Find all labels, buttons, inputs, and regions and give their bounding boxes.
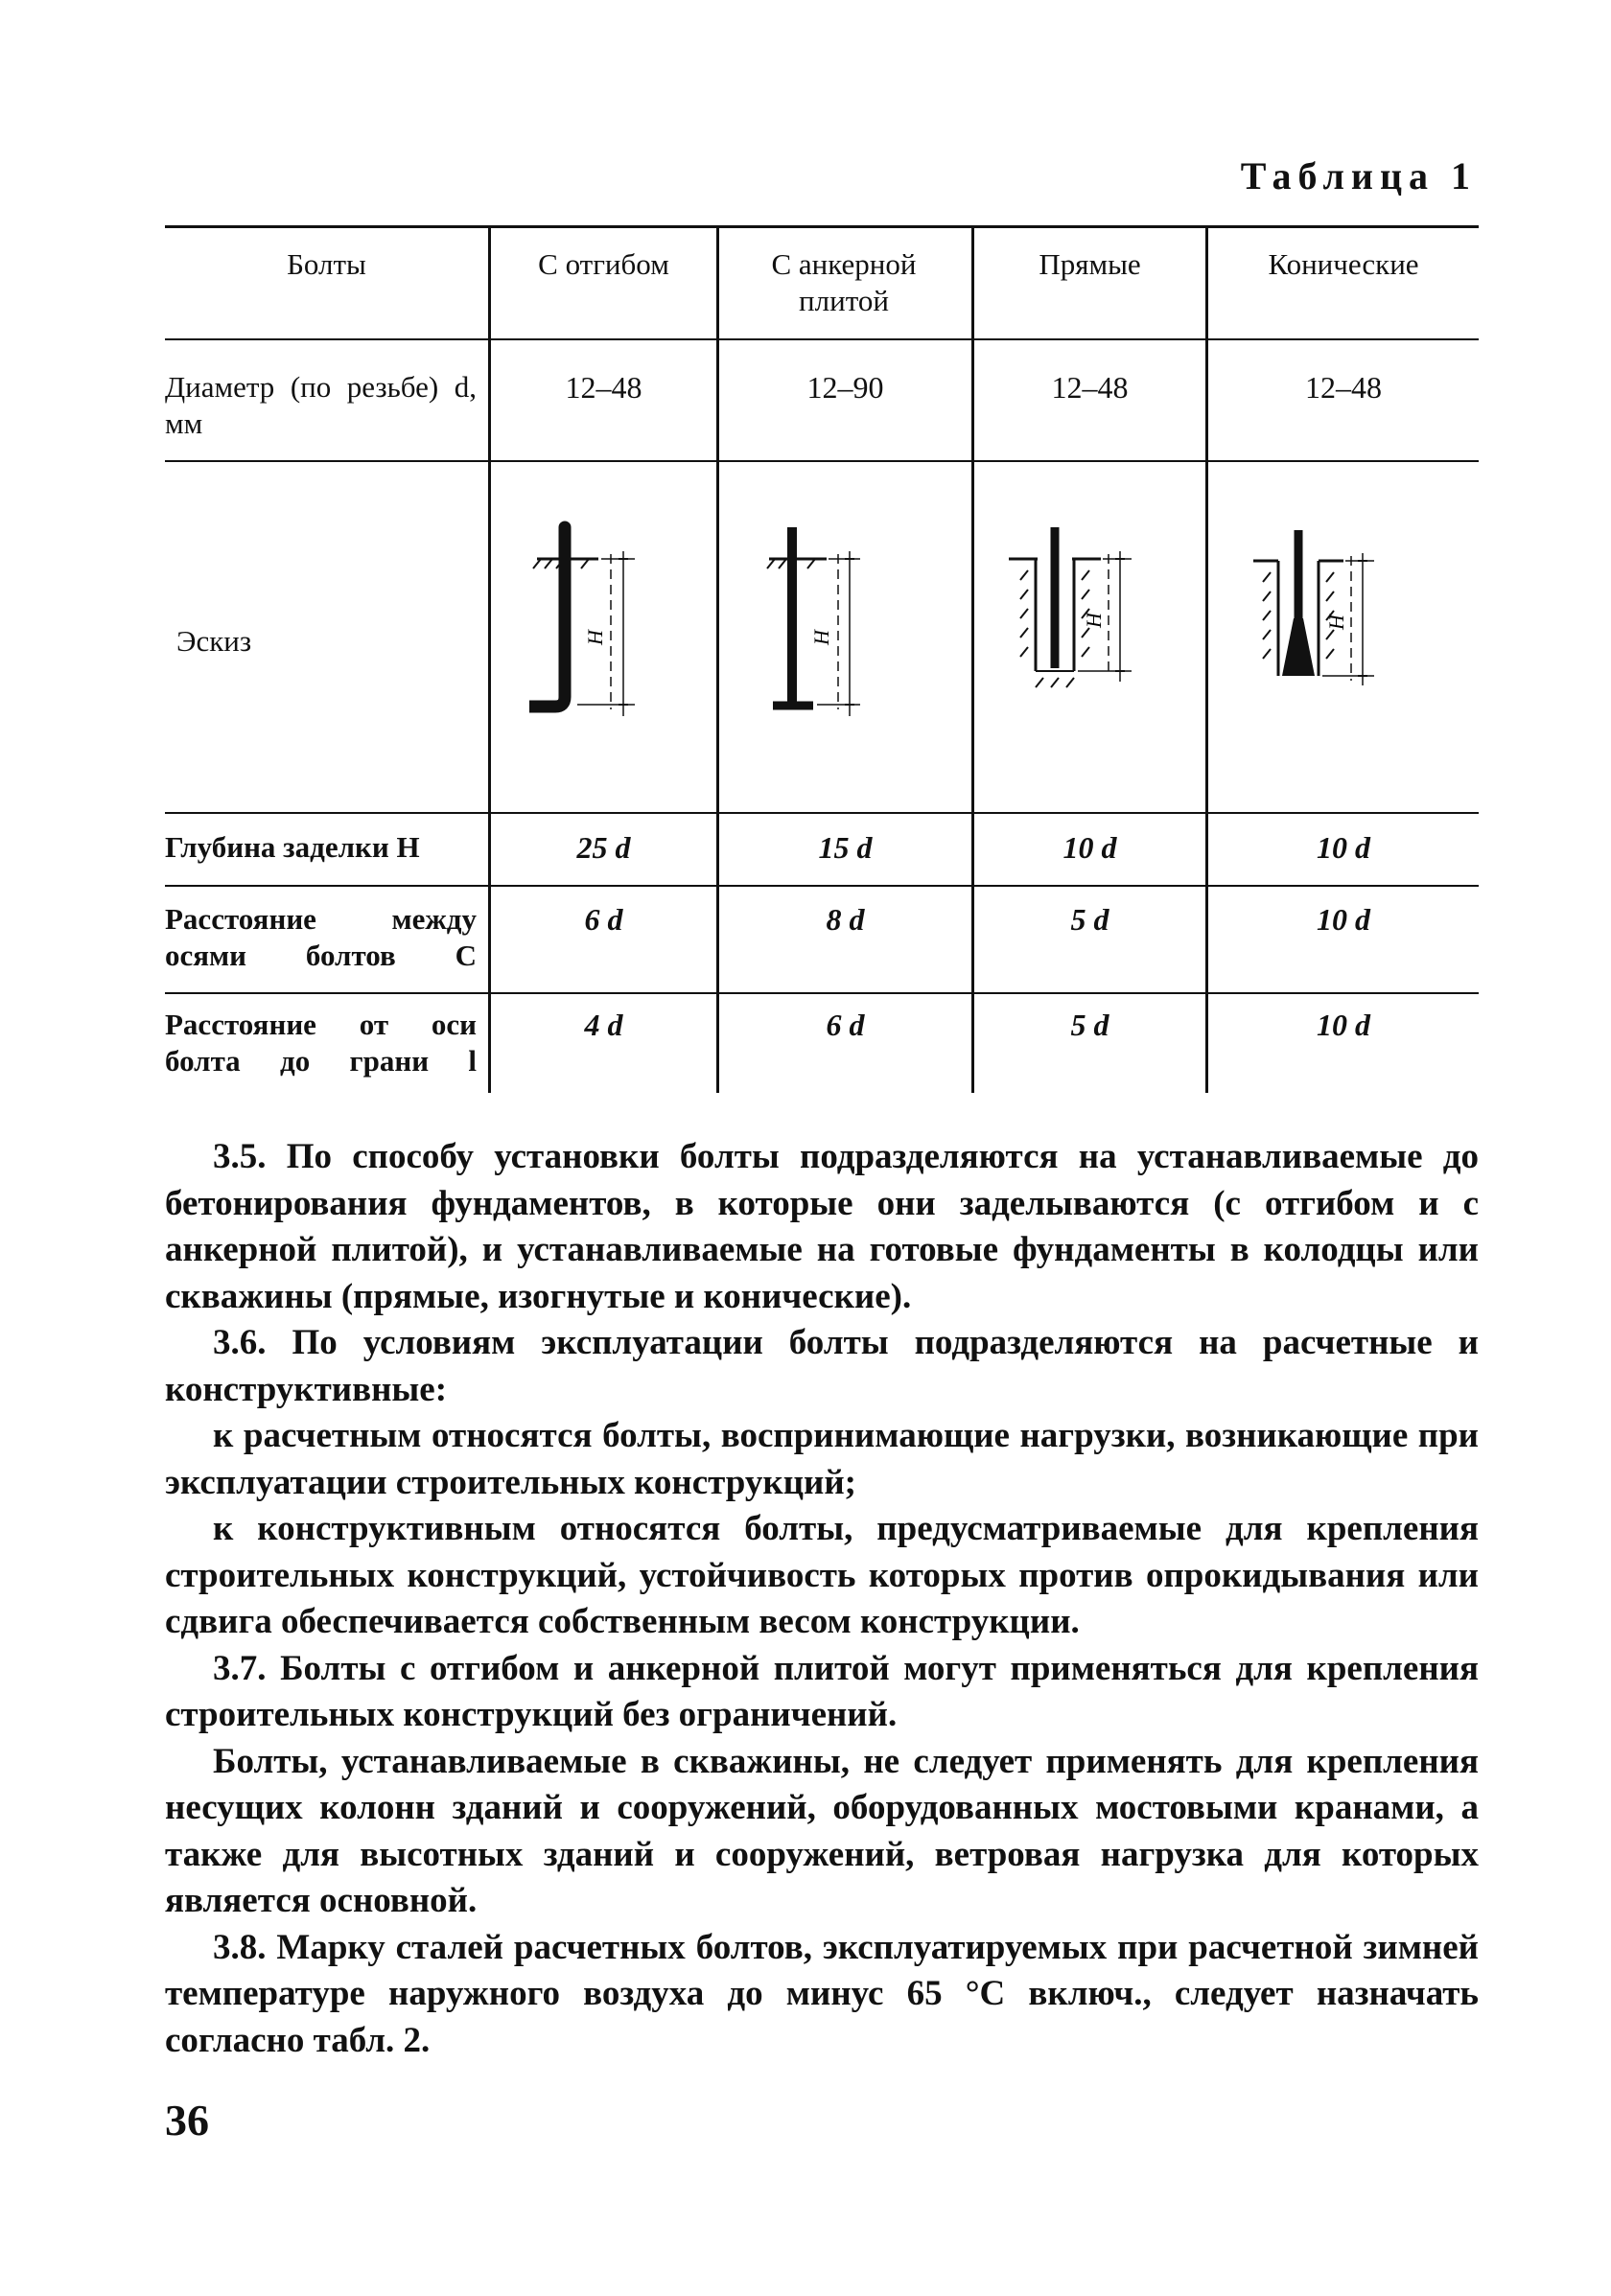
page-number: 36 [165,2096,209,2145]
header-bent: С отгибом [538,247,669,281]
edge-distance-conical: 10 d [1317,1008,1370,1042]
paragraph-3-7-a: Болты, устанавливаемые в скважины, не следует применять для крепления несущих колонн зданий и сооружений, оборудованных мостовыми кранами, а также для высотных зданий и сооружений, ветровая нагрузка для которых является основной. [165,1741,1479,1920]
axis-distance-anchor-plate: 8 d [826,902,865,937]
table-row-rule [165,460,1479,462]
header-anchor-plate: С анкерной плитой [771,247,917,317]
depth-straight: 10 d [1062,830,1117,865]
anchor-plate-bolt-sketch [759,513,922,733]
table-column-rule [1205,225,1208,1093]
body-text [165,1134,1479,2064]
paragraph-3-8: 3.8. Марку сталей расчетных болтов, эксплуатируемых при расчетной зимней температуре наружного воздуха до минус 65 °С включ., следует назначать согласно табл. 2. [165,1927,1479,2060]
table-column-rule [488,225,491,1093]
paragraph-3-6-b: к конструктивным относятся болты, предусматриваемые для крепления строительных конструкций, устойчивость которых против опрокидывания или сдвига обеспечивается собственным весом конструкции. [165,1509,1479,1641]
svg-text:H: H [583,630,607,645]
axis-distance-straight: 5 d [1070,902,1109,937]
svg-text:H: H [809,630,833,645]
header-conical: Конические [1268,247,1419,281]
svg-text:H: H [1324,615,1348,630]
row-label-sketch: Эскиз [176,624,252,658]
row-label-depth: Глубина заделки H [165,830,420,864]
paragraph-3-7: 3.7. Болты с отгибом и анкерной плитой могут применяться для крепления строительных конструкций без ограничений. [165,1648,1479,1734]
table-column-rule [716,225,719,1093]
table-row-rule [165,812,1479,814]
header-straight: Прямые [1039,247,1141,281]
bolts-table [165,225,1479,1098]
header-bolts: Болты [287,247,366,281]
row-label-edge-distance: Расстояние от оси болта до грани l [165,1008,477,1078]
bent-anchor-bolt-sketch [529,513,692,733]
table-header-rule [165,338,1479,340]
depth-conical: 10 d [1317,830,1370,865]
depth-bent: 25 d [576,830,631,865]
depth-anchor-plate: 15 d [818,830,873,865]
diameter-conical: 12–48 [1305,370,1382,405]
svg-text:H: H [1082,613,1106,628]
table-column-rule [971,225,974,1093]
edge-distance-bent: 4 d [584,1008,623,1042]
paragraph-3-6-a: к расчетным относятся болты, воспринимающие нагрузки, возникающие при эксплуатации строительных конструкций; [165,1416,1479,1502]
axis-distance-conical: 10 d [1317,902,1370,937]
table-top-rule [165,225,1479,228]
diameter-bent: 12–48 [565,370,642,405]
paragraph-3-6: 3.6. По условиям эксплуатации болты подразделяются на расчетные и конструктивные: [165,1323,1479,1409]
diameter-straight: 12–48 [1051,370,1129,405]
diameter-anchor-plate: 12–90 [806,370,884,405]
row-label-diameter: Диаметр (по резьбе) d, мм [165,370,477,440]
axis-distance-bent: 6 d [584,902,623,937]
edge-distance-anchor-plate: 6 d [826,1008,865,1042]
edge-distance-straight: 5 d [1070,1008,1109,1042]
table-row-rule [165,885,1479,887]
table-caption: Таблица 1 [1240,154,1477,197]
row-label-axis-distance: Расстояние между осями болтов C [165,902,477,972]
conical-bolt-sketch [1253,522,1426,705]
paragraph-3-5: 3.5. По способу установки болты подразделяются на устанавливаемые до бетонирования фундаментов, в которые они заделываются (с отгибом и с анкерной плитой), и устанавливаемые на готовые фундаменты в колодцы или скважины (прямые, изогнутые и конические). [165,1137,1479,1316]
straight-bolt-sketch [1009,513,1181,695]
table-row-rule [165,992,1479,994]
